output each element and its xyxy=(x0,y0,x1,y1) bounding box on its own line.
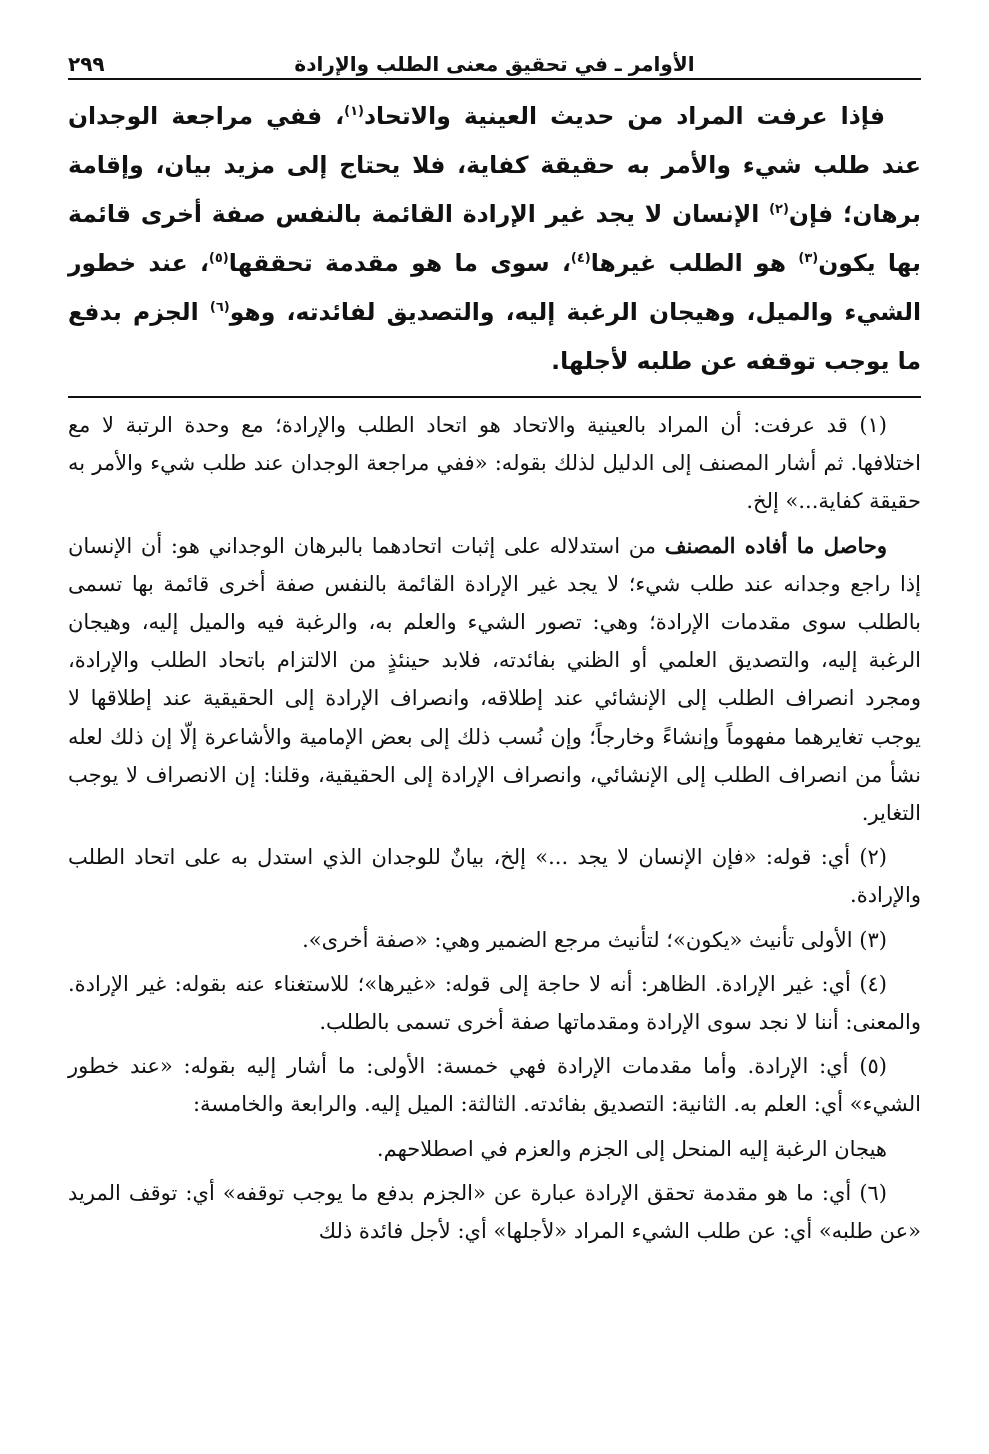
header-title: الأوامر ـ في تحقيق معنى الطلب والإرادة xyxy=(294,52,695,76)
footnote-2: (٢) أي: قوله: «فإن الإنسان لا يجد ...» إلخ، بيانٌ للوجدان الذي استدل به على اتحاد الطلب والإرادة. xyxy=(68,845,921,908)
footnote-4: (٤) أي: غير الإرادة. الظاهر: أنه لا حاجة إلى قوله: «غيرها»؛ للاستغناء عنه بقوله: غير الإرادة. والمعنى: أننا لا نجد سوى الإرادة ومقدماتها صفة أخرى تسمى بالطلب. xyxy=(68,971,921,1035)
footnote-5: (٥) أي: الإرادة. وأما مقدمات الإرادة فهي خمسة: الأولى: ما أشار إليه بقوله: «عند خطور الشيء» أي: العلم به. الثانية: التصديق بفائدته. الثالثة: الميل إليه. والرابعة والخامسة: xyxy=(68,1054,921,1117)
footnote-ref-1: (١) xyxy=(344,104,364,120)
footnote-ref-5: (٥) xyxy=(208,251,229,267)
main-text-segment: الإنسان لا يجد غير الإرادة القائمة بالنفس صفة أخرى قائمة بها يكون xyxy=(68,200,922,277)
main-text-segment: ، عند خطور الشيء والميل، وهيجان الرغبة إليه، والتصديق لفائدته، وهو xyxy=(68,249,922,326)
footnote-ref-3: (٣) xyxy=(798,251,819,267)
page-number: ٢٩٩ xyxy=(68,52,105,76)
main-paragraph xyxy=(68,92,921,386)
main-text-segment: فإذا عرفت المراد من حديث العينية والاتحاد xyxy=(364,102,885,130)
footnote-separator xyxy=(68,396,921,398)
main-text-segment: ، سوى ما هو مقدمة تحققها xyxy=(228,249,571,277)
footnote-3: (٣) الأولى تأنيث «يكون»؛ لتأنيث مرجع الضمير وهي: «صفة أخرى». xyxy=(302,927,887,952)
footnote-5-continuation: هيجان الرغبة إليه المنحل إلى الجزم والعزم في اصطلاحهم. xyxy=(376,1136,887,1161)
footnote-1: (١) قد عرفت: أن المراد بالعينية والاتحاد هو اتحاد الطلب والإرادة؛ مع وحدة الرتبة لا مع اختلافها. ثم أشار المصنف إلى الدليل لذلك بقوله: «ففي مراجعة الوجدان عند طلب شيء والأمر به حقيقة كفاية...» إلخ. xyxy=(68,413,921,514)
footnote-lead-phrase: وحاصل ما أفاده المصنف xyxy=(664,532,888,558)
footnote-ref-4: (٤) xyxy=(570,251,591,267)
footnote-text: من استدلاله على إثبات اتحادهما بالبرهان الوجداني هو: أن الإنسان إذا راجع وجدانه عند طلب شيء؛ لا يجد غير الإرادة القائمة بالنفس صفة أخرى قائمة بها تسمى بالطلب سوى مقدمات الإرادة؛ وهي: تصور الشيء والعلم به، والرغبة فيه والميل إليه، وهيجان الرغبة إليه، والتصديق العلمي أو الظني بفائدته، فلابد حينئذٍ من الالتزام باتحاد الطلب والإرادة، ومجرد انصراف الطلب إلى الإنشائي عند إطلاقه، وانصراف الإرادة إلى الحقيقية عند إطلاقها لا يوجب تغايرهما مفهوماً وإنشاءً وخارجاً؛ وإن نُسب ذلك إلى بعض الإمامية والأشاعرة إلّا إن ذلك لعله نشأ من انصراف الطلب إلى الإنشائي، وانصراف الإرادة إلى الحقيقية، وقلنا: إن الانصراف لا يوجب التغاير. xyxy=(68,533,921,826)
main-text-segment: هو الطلب غيرها xyxy=(590,249,799,277)
footnotes-section xyxy=(68,406,921,1250)
main-text xyxy=(68,92,921,386)
footnote-1-continuation xyxy=(68,527,921,833)
footnote-6: (٦) أي: ما هو مقدمة تحقق الإرادة عبارة عن «الجزم بدفع ما يوجب توقفه» أي: توقف المريد «عن طلبه» أي: عن طلب الشيء المراد «لأجلها» أي: لأجل فائدة ذلك xyxy=(68,1180,921,1244)
footnote-ref-2: (٢) xyxy=(769,202,789,218)
running-header xyxy=(68,40,921,80)
main-text-segment: ، ففي مراجعة الوجدان عند طلب شيء والأمر به حقيقة كفاية، فلا يحتاج إلى مزيد بيان، وإقامة برهان؛ فإن xyxy=(68,102,921,228)
main-text-segment: الجزم بدفع ما يوجب توقفه عن طلبه لأجلها. xyxy=(68,298,921,375)
footnote-ref-6: (٦) xyxy=(209,300,230,316)
